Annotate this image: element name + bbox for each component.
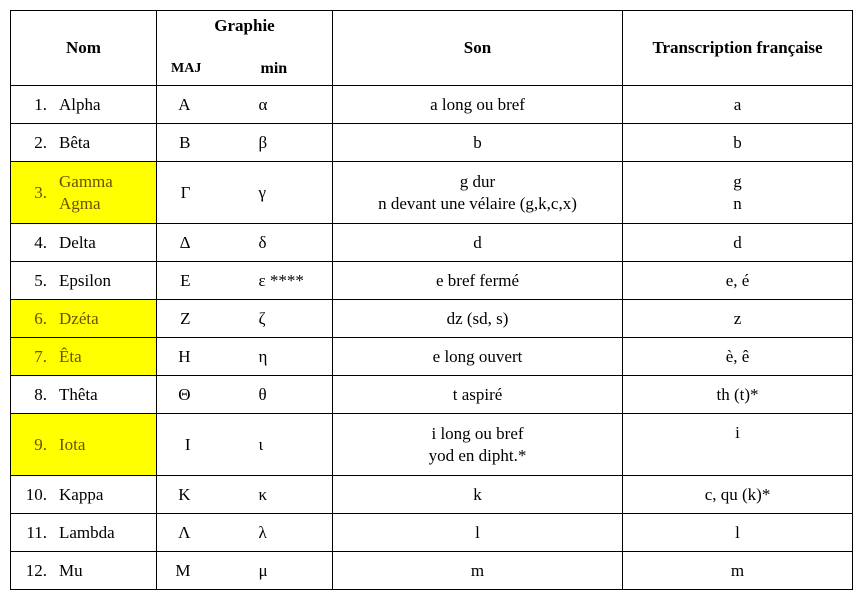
table-row — [11, 262, 853, 300]
cell-maj: Λ — [157, 514, 217, 552]
letter-number: 12. — [25, 560, 47, 580]
table-row — [11, 224, 853, 262]
cell-min: ι — [217, 414, 333, 476]
cell-son: l — [333, 514, 623, 552]
letter-number: 8. — [34, 384, 47, 404]
letter-name: Delta — [59, 232, 96, 252]
letter-number: 3. — [34, 182, 47, 202]
cell-nom — [11, 476, 157, 514]
cell-maj: Ε — [157, 262, 217, 300]
greek-alphabet-table — [10, 10, 853, 590]
cell-son: d — [333, 224, 623, 262]
cell-min: η — [217, 338, 333, 376]
letter-number: 10. — [25, 484, 47, 504]
letter-name: Kappa — [59, 484, 104, 504]
cell-son: t aspiré — [333, 376, 623, 414]
letter-name: Thêta — [59, 384, 98, 404]
table-row — [11, 162, 853, 224]
cell-min: α — [217, 86, 333, 124]
cell-son: b — [333, 124, 623, 162]
letter-number: 5. — [34, 270, 47, 290]
cell-maj: Η — [157, 338, 217, 376]
letter-name: Bêta — [59, 132, 91, 152]
cell-son: e bref fermé — [333, 262, 623, 300]
header-min: min — [217, 53, 333, 86]
cell-min: μ — [217, 552, 333, 590]
letter-name: Êta — [59, 346, 82, 366]
cell-min: λ — [217, 514, 333, 552]
cell-nom — [11, 552, 157, 590]
table-row — [11, 552, 853, 590]
letter-number: 2. — [34, 132, 47, 152]
cell-nom — [11, 414, 157, 476]
cell-min: γ — [217, 162, 333, 224]
cell-maj: Κ — [157, 476, 217, 514]
cell-nom — [11, 86, 157, 124]
table-row — [11, 414, 853, 476]
cell-maj: Γ — [157, 162, 217, 224]
cell-nom — [11, 124, 157, 162]
letter-number: 1. — [34, 94, 47, 114]
header-transcription: Transcription française — [623, 11, 853, 86]
cell-maj: Β — [157, 124, 217, 162]
cell-min: θ — [217, 376, 333, 414]
cell-min: β — [217, 124, 333, 162]
cell-transcription: c, qu (k)* — [623, 476, 853, 514]
letter-name: Dzéta — [59, 308, 99, 328]
cell-transcription: è, ê — [623, 338, 853, 376]
table-row — [11, 476, 853, 514]
cell-son: m — [333, 552, 623, 590]
cell-son: a long ou bref — [333, 86, 623, 124]
cell-son: dz (sd, s) — [333, 300, 623, 338]
cell-nom — [11, 514, 157, 552]
letter-number: 9. — [34, 434, 47, 454]
cell-son: i long ou bref yod en dipht.* — [333, 414, 623, 476]
table-row — [11, 514, 853, 552]
cell-transcription: a — [623, 86, 853, 124]
cell-maj: Μ — [157, 552, 217, 590]
cell-transcription: m — [623, 552, 853, 590]
cell-transcription: e, é — [623, 262, 853, 300]
letter-name: Alpha — [59, 94, 101, 114]
cell-transcription: b — [623, 124, 853, 162]
header-nom: Nom — [11, 11, 157, 86]
table-row — [11, 376, 853, 414]
letter-name: Lambda — [59, 522, 115, 542]
cell-min: ζ — [217, 300, 333, 338]
cell-transcription: d — [623, 224, 853, 262]
table-row — [11, 124, 853, 162]
cell-transcription: g n — [623, 162, 853, 224]
letter-name: Iota — [59, 434, 86, 454]
cell-transcription: z — [623, 300, 853, 338]
cell-nom — [11, 338, 157, 376]
cell-maj: Ζ — [157, 300, 217, 338]
letter-number: 6. — [34, 308, 47, 328]
cell-nom — [11, 262, 157, 300]
cell-son: e long ouvert — [333, 338, 623, 376]
letter-name: Gamma Agma — [59, 171, 113, 213]
cell-min: κ — [217, 476, 333, 514]
letter-name: Epsilon — [59, 270, 111, 290]
cell-maj: Α — [157, 86, 217, 124]
cell-transcription: i — [623, 414, 853, 476]
table-body — [11, 86, 853, 590]
header-son: Son — [333, 11, 623, 86]
letter-number: 7. — [34, 346, 47, 366]
cell-min: δ — [217, 224, 333, 262]
cell-nom — [11, 300, 157, 338]
cell-min: ε **** — [217, 262, 333, 300]
letter-number: 4. — [34, 232, 47, 252]
header-maj: MAJ — [157, 53, 217, 86]
letter-number: 11. — [26, 522, 47, 542]
header-graphie: Graphie — [157, 11, 333, 54]
table-row — [11, 86, 853, 124]
table-row — [11, 300, 853, 338]
cell-transcription: l — [623, 514, 853, 552]
cell-nom — [11, 162, 157, 224]
cell-maj: Ι — [157, 414, 217, 476]
table-row — [11, 338, 853, 376]
cell-nom — [11, 224, 157, 262]
cell-transcription: th (t)* — [623, 376, 853, 414]
letter-name: Mu — [59, 560, 83, 580]
cell-son: g dur n devant une vélaire (g,k,c,x) — [333, 162, 623, 224]
cell-nom — [11, 376, 157, 414]
cell-son: k — [333, 476, 623, 514]
cell-maj: Θ — [157, 376, 217, 414]
cell-maj: Δ — [157, 224, 217, 262]
